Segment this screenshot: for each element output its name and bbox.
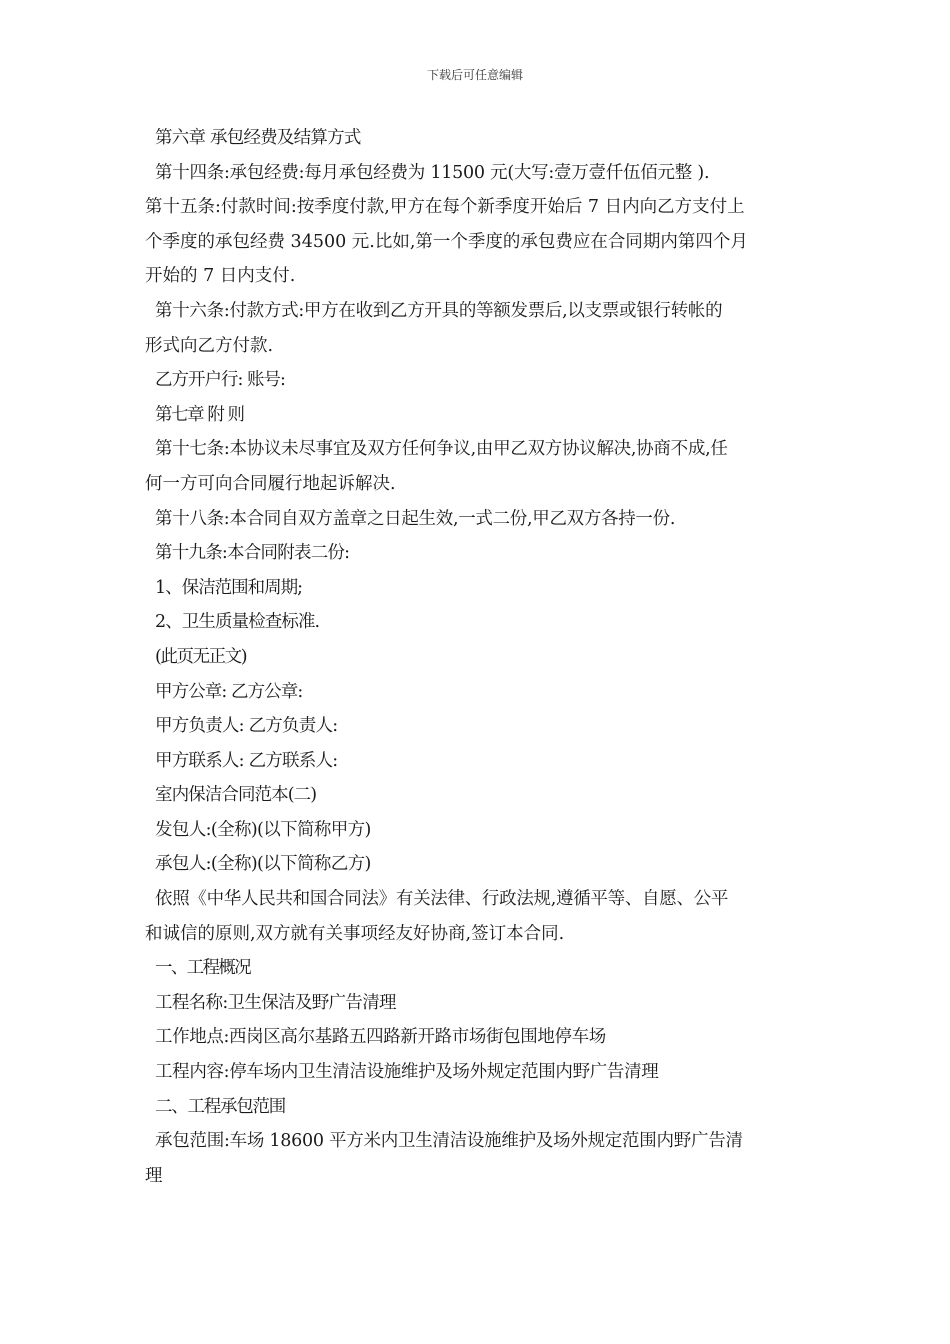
document-line: 甲方联系人: 乙方联系人: (155, 750, 338, 771)
document-line: 第七章 附 则 (155, 404, 244, 425)
document-line: (此页无正文) (155, 646, 247, 667)
document-line: 依照《中华人民共和国合同法》有关法律、行政法规,遵循平等、自愿、公平 (155, 889, 729, 910)
document-line: 和诚信的原则,双方就有关事项经友好协商,签订本合同. (145, 923, 565, 944)
document-line: 工作地点:西岗区高尔基路五四路新开路市场街包围地停车场 (155, 1027, 606, 1048)
document-line: 室内保洁合同范本(二) (155, 785, 317, 806)
document-line: 个季度的承包经费 34500 元.比如,第一个季度的承包费应在合同期内第四个月 (145, 231, 748, 252)
document-line: 第十五条:付款时间:按季度付款,甲方在每个新季度开始后 7 日内向乙方支付上 (145, 197, 745, 218)
document-line: 一、工程概况 (155, 958, 250, 979)
document-line: 形式向乙方付款. (145, 335, 274, 356)
document-line: 工程内容:停车场内卫生清洁设施维护及场外规定范围内野广告清理 (155, 1062, 659, 1083)
document-line: 第十七条:本协议未尽事宜及双方任何争议,由甲乙双方协议解决,协商不成,任 (155, 439, 728, 460)
document-line: 乙方开户行: 账号: (155, 370, 285, 391)
document-line: 第十八条:本合同自双方盖章之日起生效,一式二份,甲乙双方各持一份. (155, 508, 676, 529)
document-line: 何一方可向合同履行地起诉解决. (145, 473, 396, 494)
document-line: 承包人:(全称)(以下简称乙方) (155, 854, 371, 875)
document-line: 发包人:(全称)(以下简称甲方) (155, 819, 371, 840)
document-line: 甲方负责人: 乙方负责人: (155, 716, 338, 737)
document-line: 二、工程承包范围 (155, 1096, 285, 1117)
document-line: 第十六条:付款方式:甲方在收到乙方开具的等额发票后,以支票或银行转帐的 (155, 300, 723, 321)
document-line: 承包范围:车场 18600 平方米内卫生清洁设施维护及场外规定范围内野广告清 (155, 1131, 743, 1152)
document-line: 1、保洁范围和周期; (155, 577, 303, 598)
document-line: 第十四条:承包经费:每月承包经费为 11500 元(大写:壹万壹仟伍佰元整 ). (155, 162, 710, 183)
document-line: 甲方公章: 乙方公章: (155, 681, 303, 702)
document-body (145, 121, 810, 1193)
page-header: 下载后可任意编辑 (426, 68, 523, 82)
document-line: 第六章 承包经费及结算方式 (155, 128, 361, 148)
document-line: 开始的 7 日内支付. (145, 266, 296, 287)
document-line: 2、卫生质量检查标准. (155, 612, 320, 633)
document-line: 理 (145, 1165, 163, 1186)
document-line: 工程名称:卫生保洁及野广告清理 (155, 992, 396, 1013)
document-line: 第十九条:本合同附表二份: (155, 543, 350, 564)
